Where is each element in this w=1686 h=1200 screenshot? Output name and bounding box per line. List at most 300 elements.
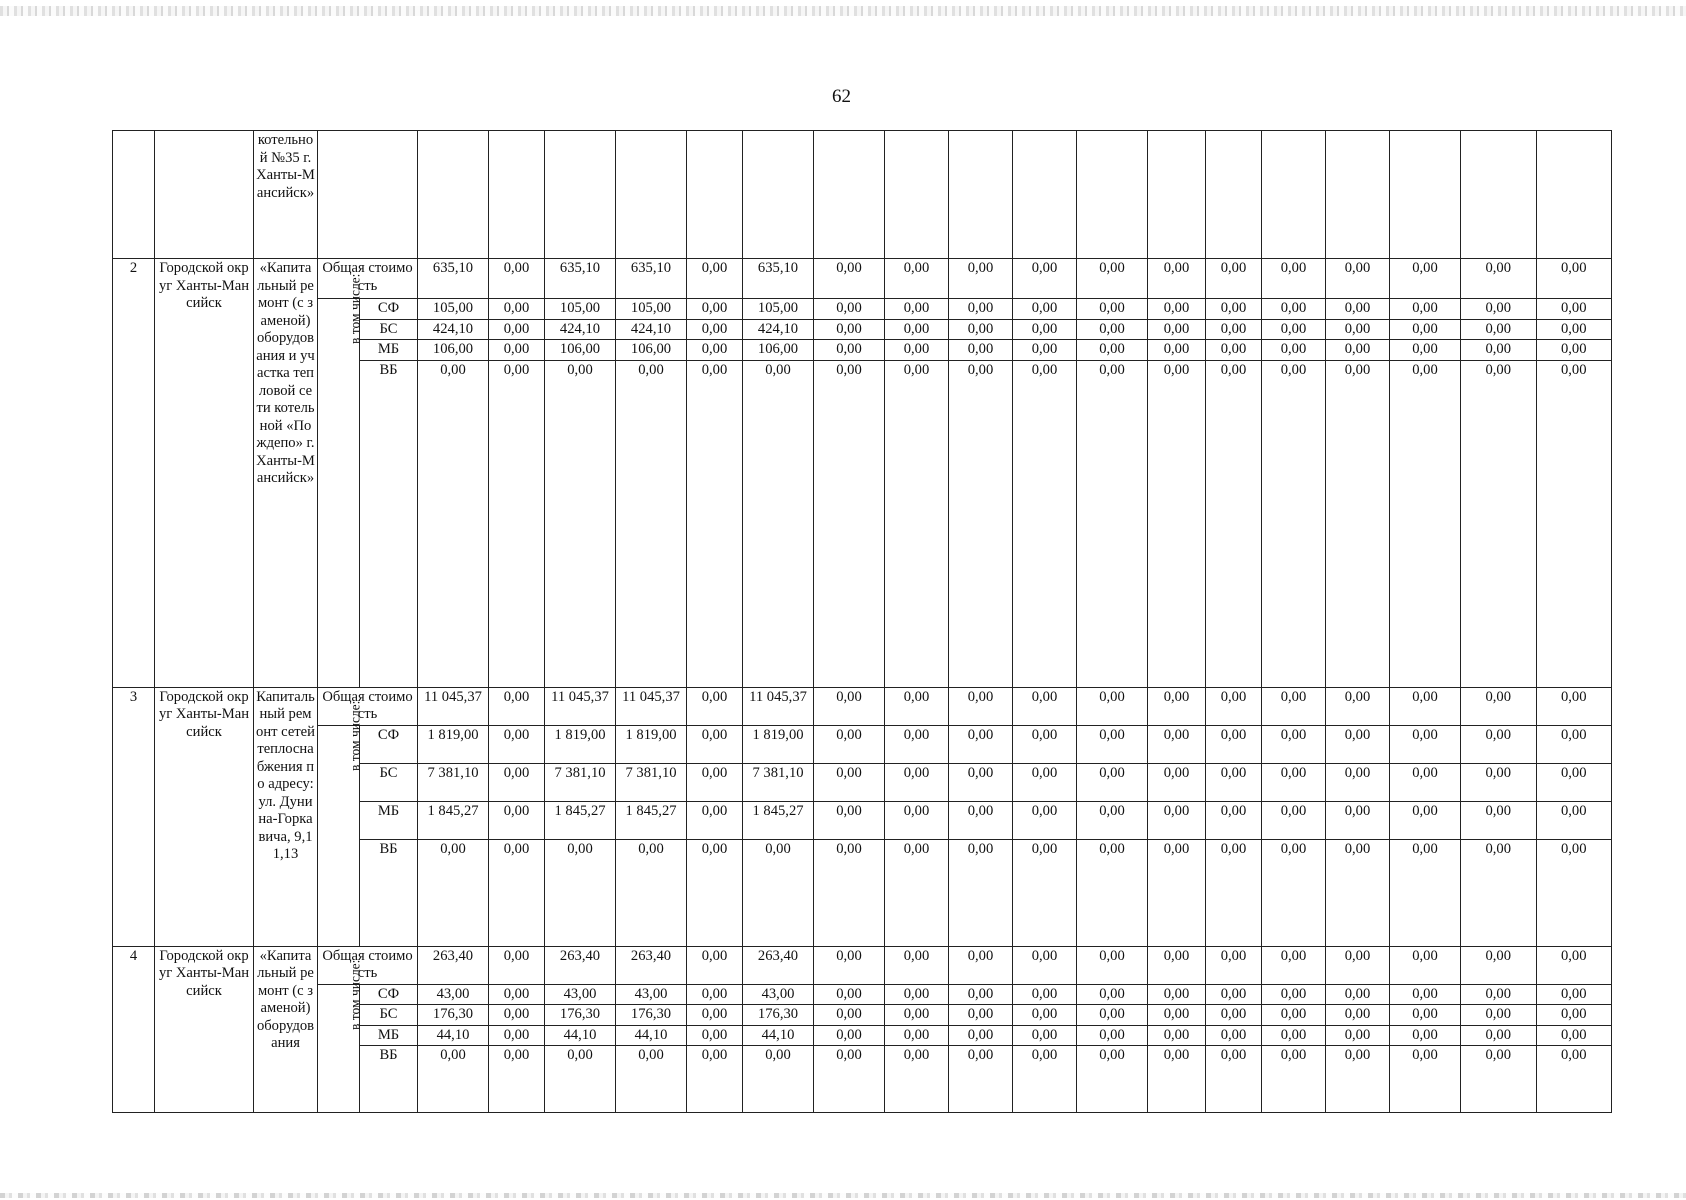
value-cell: 0,00 [1148, 946, 1206, 984]
value-cell: 263,40 [616, 946, 687, 984]
value-cell: 0,00 [687, 340, 743, 361]
region-cell: Городской округ Ханты-Мансийск [155, 946, 254, 1113]
value-cell: 0,00 [1148, 725, 1206, 763]
value-cell: 0,00 [814, 360, 885, 687]
value-cell: 0,00 [1390, 1046, 1461, 1113]
value-cell: 0,00 [1077, 319, 1148, 340]
value-cell: 0,00 [1262, 1046, 1326, 1113]
value-cell: 0,00 [489, 687, 545, 725]
value-cell: 263,40 [743, 946, 814, 984]
value-cell: 0,00 [1536, 319, 1612, 340]
value-cell: 0,00 [1262, 687, 1326, 725]
value-cell: 0,00 [418, 839, 489, 946]
value-cell: 1 819,00 [545, 725, 616, 763]
value-cell: 44,10 [418, 1025, 489, 1046]
value-cell: 0,00 [1536, 259, 1612, 299]
value-cell: 0,00 [1148, 319, 1206, 340]
value-cell: 0,00 [814, 725, 885, 763]
value-cell: 0,00 [814, 839, 885, 946]
including-label-text: в том числе: [347, 273, 363, 344]
project-name-cell: «Капитальный ремонт (с заменой) оборудования и участка тепловой сети котельной «Пождепо» г. Ханты-Мансийск» [254, 259, 318, 688]
value-cell: 0,00 [1262, 839, 1326, 946]
value-cell: 0,00 [687, 984, 743, 1005]
value-cell: 0,00 [545, 1046, 616, 1113]
value-cell: 0,00 [1077, 1046, 1148, 1113]
value-cell: 0,00 [687, 360, 743, 687]
value-cell: 0,00 [616, 839, 687, 946]
value-cell: 0,00 [1206, 763, 1262, 801]
value-cell: 0,00 [1077, 801, 1148, 839]
value-cell: 0,00 [1013, 1025, 1077, 1046]
value-cell: 0,00 [1206, 259, 1262, 299]
continuation-value-cell [814, 131, 885, 259]
value-cell: 0,00 [1461, 839, 1537, 946]
continuation-value-cell [1536, 131, 1612, 259]
value-cell: 0,00 [814, 1025, 885, 1046]
value-cell: 0,00 [949, 801, 1013, 839]
value-cell: 0,00 [1326, 946, 1390, 984]
value-cell: 0,00 [949, 763, 1013, 801]
value-cell: 0,00 [1326, 1025, 1390, 1046]
value-cell: 0,00 [885, 299, 949, 320]
value-cell: 263,40 [545, 946, 616, 984]
value-cell: 176,30 [743, 1005, 814, 1026]
continuation-value-cell [949, 131, 1013, 259]
value-cell: 1 819,00 [616, 725, 687, 763]
value-cell: 1 819,00 [418, 725, 489, 763]
value-cell: 0,00 [814, 687, 885, 725]
value-cell: 0,00 [1148, 360, 1206, 687]
value-cell: 0,00 [1536, 1005, 1612, 1026]
value-cell: 0,00 [1262, 763, 1326, 801]
value-cell: 0,00 [1390, 946, 1461, 984]
including-label [318, 700, 363, 946]
value-cell: 0,00 [885, 259, 949, 299]
value-cell: 0,00 [1536, 687, 1612, 725]
value-cell: 0,00 [1326, 259, 1390, 299]
value-cell: 0,00 [1013, 687, 1077, 725]
continuation-value-cell [1262, 131, 1326, 259]
value-cell: 0,00 [949, 984, 1013, 1005]
value-cell: 0,00 [1461, 1005, 1537, 1026]
value-cell: 0,00 [1262, 340, 1326, 361]
including-label-text: в том числе: [347, 700, 363, 771]
value-cell: 0,00 [1013, 1005, 1077, 1026]
value-cell: 0,00 [1536, 946, 1612, 984]
value-cell: 44,10 [743, 1025, 814, 1046]
value-cell: 0,00 [1077, 763, 1148, 801]
value-cell: 0,00 [687, 801, 743, 839]
value-cell: 0,00 [489, 1025, 545, 1046]
value-cell: 0,00 [1206, 725, 1262, 763]
value-cell: 0,00 [1461, 1025, 1537, 1046]
value-cell: 7 381,10 [418, 763, 489, 801]
continuation-value-cell [489, 131, 545, 259]
continuation-value-cell [1077, 131, 1148, 259]
value-cell: 0,00 [1077, 687, 1148, 725]
funding-source-label: БС [360, 1005, 418, 1026]
funding-source-label: ВБ [360, 360, 418, 687]
value-cell: 0,00 [949, 1005, 1013, 1026]
value-cell: 11 045,37 [743, 687, 814, 725]
value-cell: 0,00 [1148, 1025, 1206, 1046]
value-cell: 44,10 [616, 1025, 687, 1046]
value-cell: 0,00 [687, 839, 743, 946]
value-cell: 635,10 [418, 259, 489, 299]
value-cell: 0,00 [1206, 360, 1262, 687]
total-cost-label: Общая стоимость [318, 946, 418, 984]
continuation-value-cell [687, 131, 743, 259]
value-cell: 0,00 [814, 946, 885, 984]
value-cell: 0,00 [1536, 725, 1612, 763]
value-cell: 0,00 [1206, 839, 1262, 946]
value-cell: 0,00 [1013, 360, 1077, 687]
value-cell: 176,30 [418, 1005, 489, 1026]
financing-table [112, 130, 1612, 1113]
funding-source-label: БС [360, 319, 418, 340]
value-cell: 0,00 [1326, 687, 1390, 725]
value-cell: 0,00 [687, 725, 743, 763]
value-cell: 0,00 [1326, 319, 1390, 340]
continuation-value-cell [1461, 131, 1537, 259]
value-cell: 0,00 [743, 839, 814, 946]
row-number: 3 [113, 687, 155, 946]
funding-source-label: СФ [360, 299, 418, 320]
block-total-row [113, 946, 1612, 984]
value-cell: 0,00 [1390, 299, 1461, 320]
value-cell: 0,00 [489, 725, 545, 763]
value-cell: 0,00 [1326, 725, 1390, 763]
value-cell: 0,00 [1461, 687, 1537, 725]
value-cell: 0,00 [1206, 340, 1262, 361]
value-cell: 0,00 [616, 1046, 687, 1113]
value-cell: 0,00 [814, 299, 885, 320]
value-cell: 0,00 [1206, 319, 1262, 340]
value-cell: 0,00 [489, 1005, 545, 1026]
value-cell: 105,00 [616, 299, 687, 320]
value-cell: 0,00 [1262, 725, 1326, 763]
value-cell: 0,00 [949, 946, 1013, 984]
value-cell: 0,00 [1390, 259, 1461, 299]
value-cell: 43,00 [418, 984, 489, 1005]
value-cell: 0,00 [1077, 725, 1148, 763]
value-cell: 0,00 [1262, 259, 1326, 299]
value-cell: 0,00 [1148, 259, 1206, 299]
value-cell: 0,00 [1390, 763, 1461, 801]
value-cell: 0,00 [1148, 801, 1206, 839]
value-cell: 176,30 [545, 1005, 616, 1026]
value-cell: 0,00 [1390, 340, 1461, 361]
value-cell: 0,00 [489, 259, 545, 299]
value-cell: 0,00 [1148, 687, 1206, 725]
value-cell: 7 381,10 [743, 763, 814, 801]
continuation-num-cell [113, 131, 155, 259]
value-cell: 0,00 [1148, 299, 1206, 320]
funding-source-label: МБ [360, 1025, 418, 1046]
value-cell: 0,00 [418, 360, 489, 687]
value-cell: 0,00 [1461, 340, 1537, 361]
value-cell: 0,00 [1013, 763, 1077, 801]
value-cell: 0,00 [1262, 319, 1326, 340]
value-cell: 0,00 [1536, 801, 1612, 839]
value-cell: 0,00 [1206, 984, 1262, 1005]
value-cell: 0,00 [1536, 1025, 1612, 1046]
row-number: 4 [113, 946, 155, 1113]
value-cell: 0,00 [1013, 725, 1077, 763]
value-cell: 0,00 [1536, 360, 1612, 687]
value-cell: 0,00 [1262, 360, 1326, 687]
value-cell: 1 845,27 [545, 801, 616, 839]
value-cell: 0,00 [1206, 1005, 1262, 1026]
value-cell: 0,00 [1148, 1046, 1206, 1113]
value-cell: 0,00 [687, 319, 743, 340]
funding-source-label: ВБ [360, 1046, 418, 1113]
continuation-value-cell [1326, 131, 1390, 259]
value-cell: 0,00 [1461, 763, 1537, 801]
value-cell: 0,00 [1326, 360, 1390, 687]
value-cell: 0,00 [1326, 299, 1390, 320]
value-cell: 0,00 [1461, 360, 1537, 687]
row-number: 2 [113, 259, 155, 688]
value-cell: 106,00 [616, 340, 687, 361]
value-cell: 0,00 [1077, 299, 1148, 320]
value-cell: 0,00 [1077, 259, 1148, 299]
value-cell: 0,00 [489, 801, 545, 839]
value-cell: 0,00 [814, 340, 885, 361]
value-cell: 0,00 [949, 1046, 1013, 1113]
value-cell: 635,10 [743, 259, 814, 299]
value-cell: 0,00 [1148, 1005, 1206, 1026]
region-cell: Городской округ Ханты-Мансийск [155, 687, 254, 946]
value-cell: 0,00 [1262, 946, 1326, 984]
project-name-cell: «Капитальный ремонт (с заменой) оборудования [254, 946, 318, 1113]
value-cell: 105,00 [418, 299, 489, 320]
continuation-value-cell [1013, 131, 1077, 259]
value-cell: 0,00 [949, 839, 1013, 946]
value-cell: 0,00 [1390, 984, 1461, 1005]
value-cell: 0,00 [949, 340, 1013, 361]
value-cell: 0,00 [1013, 946, 1077, 984]
value-cell: 0,00 [616, 360, 687, 687]
value-cell: 0,00 [1326, 340, 1390, 361]
total-cost-label: Общая стоимость [318, 259, 418, 299]
value-cell: 0,00 [1536, 340, 1612, 361]
continuation-row [113, 131, 1612, 259]
value-cell: 0,00 [1326, 763, 1390, 801]
value-cell: 106,00 [743, 340, 814, 361]
value-cell: 0,00 [1536, 763, 1612, 801]
value-cell: 0,00 [687, 687, 743, 725]
value-cell: 0,00 [1013, 984, 1077, 1005]
value-cell: 0,00 [1206, 1046, 1262, 1113]
value-cell: 424,10 [743, 319, 814, 340]
value-cell: 0,00 [1013, 801, 1077, 839]
value-cell: 424,10 [616, 319, 687, 340]
value-cell: 0,00 [489, 763, 545, 801]
value-cell: 0,00 [814, 801, 885, 839]
value-cell: 0,00 [687, 259, 743, 299]
value-cell: 0,00 [814, 763, 885, 801]
value-cell: 0,00 [489, 839, 545, 946]
value-cell: 1 819,00 [743, 725, 814, 763]
value-cell: 0,00 [489, 340, 545, 361]
continuation-region-cell [155, 131, 254, 259]
including-label-text: в том числе: [347, 959, 363, 1030]
funding-source-label: СФ [360, 984, 418, 1005]
value-cell: 105,00 [545, 299, 616, 320]
value-cell: 0,00 [1148, 340, 1206, 361]
value-cell: 0,00 [1077, 1025, 1148, 1046]
value-cell: 0,00 [885, 801, 949, 839]
value-cell: 0,00 [489, 946, 545, 984]
value-cell: 43,00 [616, 984, 687, 1005]
value-cell: 0,00 [1461, 801, 1537, 839]
funding-source-label: ВБ [360, 839, 418, 946]
value-cell: 7 381,10 [616, 763, 687, 801]
value-cell: 0,00 [687, 946, 743, 984]
value-cell: 0,00 [885, 1005, 949, 1026]
value-cell: 0,00 [885, 360, 949, 687]
value-cell: 0,00 [949, 259, 1013, 299]
value-cell: 0,00 [885, 319, 949, 340]
value-cell: 0,00 [814, 259, 885, 299]
value-cell: 106,00 [418, 340, 489, 361]
value-cell: 0,00 [1390, 687, 1461, 725]
value-cell: 0,00 [1390, 801, 1461, 839]
value-cell: 0,00 [949, 299, 1013, 320]
value-cell: 0,00 [1326, 1046, 1390, 1113]
block-total-row [113, 259, 1612, 299]
value-cell: 0,00 [1461, 725, 1537, 763]
value-cell: 0,00 [687, 299, 743, 320]
value-cell: 0,00 [1461, 299, 1537, 320]
value-cell: 0,00 [885, 839, 949, 946]
value-cell: 0,00 [1206, 687, 1262, 725]
value-cell: 0,00 [1013, 340, 1077, 361]
value-cell: 0,00 [949, 687, 1013, 725]
value-cell: 0,00 [1461, 946, 1537, 984]
funding-source-label: СФ [360, 725, 418, 763]
value-cell: 0,00 [1326, 801, 1390, 839]
value-cell: 0,00 [1390, 360, 1461, 687]
value-cell: 0,00 [687, 1025, 743, 1046]
value-cell: 0,00 [1013, 259, 1077, 299]
value-cell: 0,00 [743, 360, 814, 687]
value-cell: 0,00 [1536, 1046, 1612, 1113]
value-cell: 0,00 [1461, 319, 1537, 340]
continuation-value-cell [1148, 131, 1206, 259]
value-cell: 0,00 [885, 687, 949, 725]
value-cell: 0,00 [1206, 946, 1262, 984]
value-cell: 7 381,10 [545, 763, 616, 801]
value-cell: 263,40 [418, 946, 489, 984]
value-cell: 0,00 [949, 319, 1013, 340]
value-cell: 0,00 [1262, 299, 1326, 320]
value-cell: 0,00 [1077, 946, 1148, 984]
value-cell: 0,00 [814, 1005, 885, 1026]
value-cell: 0,00 [885, 725, 949, 763]
block-source-row [113, 725, 1612, 763]
value-cell: 0,00 [1013, 1046, 1077, 1113]
scan-edge-top [0, 6, 1686, 16]
value-cell: 0,00 [1262, 1005, 1326, 1026]
value-cell: 0,00 [545, 839, 616, 946]
value-cell: 0,00 [1148, 984, 1206, 1005]
value-cell: 0,00 [1262, 801, 1326, 839]
value-cell: 0,00 [1262, 984, 1326, 1005]
value-cell: 0,00 [1206, 299, 1262, 320]
value-cell: 0,00 [1077, 340, 1148, 361]
value-cell: 11 045,37 [545, 687, 616, 725]
total-cost-label: Общая стоимость [318, 687, 418, 725]
value-cell: 0,00 [489, 319, 545, 340]
project-name-cell: Капитальный ремонт сетей теплоснабжения по адресу: ул. Дунина-Горкавича, 9,11,13 [254, 687, 318, 946]
value-cell: 0,00 [1077, 1005, 1148, 1026]
value-cell: 0,00 [1077, 839, 1148, 946]
value-cell: 0,00 [1536, 839, 1612, 946]
value-cell: 0,00 [1206, 801, 1262, 839]
value-cell: 0,00 [687, 763, 743, 801]
continuation-value-cell [885, 131, 949, 259]
value-cell: 0,00 [1326, 984, 1390, 1005]
value-cell: 635,10 [616, 259, 687, 299]
value-cell: 0,00 [1148, 839, 1206, 946]
funding-source-label: МБ [360, 340, 418, 361]
continuation-value-cell [418, 131, 489, 259]
continuation-value-cell [1390, 131, 1461, 259]
block-source-row [113, 299, 1612, 320]
value-cell: 0,00 [949, 725, 1013, 763]
value-cell: 0,00 [489, 984, 545, 1005]
value-cell: 0,00 [1013, 319, 1077, 340]
value-cell: 44,10 [545, 1025, 616, 1046]
value-cell: 0,00 [885, 1046, 949, 1113]
block-source-row [113, 984, 1612, 1005]
value-cell: 0,00 [1390, 1005, 1461, 1026]
region-cell: Городской округ Ханты-Мансийск [155, 259, 254, 688]
value-cell: 0,00 [814, 1046, 885, 1113]
value-cell: 106,00 [545, 340, 616, 361]
value-cell: 0,00 [1461, 984, 1537, 1005]
value-cell: 0,00 [687, 1046, 743, 1113]
value-cell: 0,00 [885, 946, 949, 984]
value-cell: 0,00 [687, 1005, 743, 1026]
value-cell: 0,00 [489, 299, 545, 320]
value-cell: 0,00 [949, 1025, 1013, 1046]
value-cell: 424,10 [418, 319, 489, 340]
value-cell: 0,00 [1461, 259, 1537, 299]
value-cell: 0,00 [1461, 1046, 1537, 1113]
value-cell: 0,00 [1536, 984, 1612, 1005]
value-cell: 0,00 [1390, 725, 1461, 763]
value-cell: 0,00 [1262, 1025, 1326, 1046]
value-cell: 0,00 [1326, 1005, 1390, 1026]
value-cell: 0,00 [1390, 1025, 1461, 1046]
continuation-label-cell [318, 131, 418, 259]
value-cell: 0,00 [885, 1025, 949, 1046]
value-cell: 0,00 [1326, 839, 1390, 946]
including-label [318, 959, 363, 1113]
value-cell: 0,00 [545, 360, 616, 687]
funding-source-label: МБ [360, 801, 418, 839]
including-label [318, 273, 363, 688]
value-cell: 43,00 [545, 984, 616, 1005]
value-cell: 0,00 [949, 360, 1013, 687]
value-cell: 0,00 [885, 340, 949, 361]
value-cell: 0,00 [1013, 299, 1077, 320]
value-cell: 0,00 [1077, 360, 1148, 687]
value-cell: 1 845,27 [743, 801, 814, 839]
